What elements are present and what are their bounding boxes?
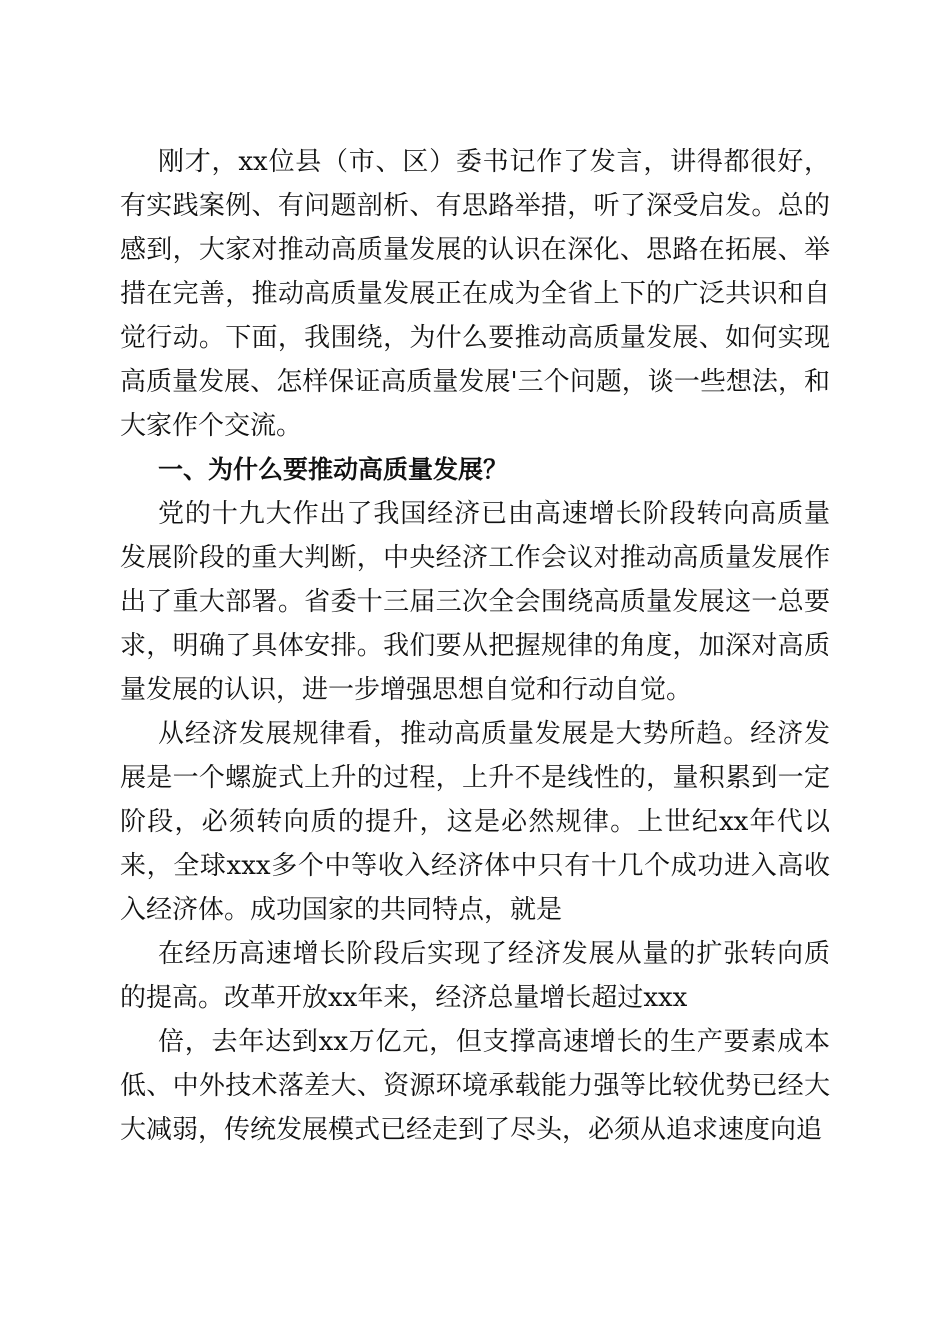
paragraph-reform: 在经历高速增长阶段后实现了经济发展从量的扩张转向质的提高。改革开放xx年来，经济总量增长超过xxx: [120, 939, 830, 1013]
paragraph-growth: 倍，去年达到xx万亿元，但支撑高速增长的生产要素成本低、中外技术落差大、资源环境承载能力强等比较优势已经大大减弱，传统发展模式已经走到了尽头，必须从追求速度向追: [120, 1027, 830, 1145]
paragraph-background: 党的十九大作出了我国经济已由高速增长阶段转向高质量发展阶段的重大判断，中央经济工作会议对推动高质量发展作出了重大部署。省委十三届三次全会围绕高质量发展这一总要求，明确了具体安排。我们要从把握规律的角度，加深对高质量发展的认识，进一步增强思想自觉和行动自觉。: [120, 499, 830, 705]
paragraph-economic-law: 从经济发展规律看，推动高质量发展是大势所趋。经济发展是一个螺旋式上升的过程，上升不是线性的，量积累到一定阶段，必须转向质的提升，这是必然规律。上世纪xx年代以来，全球xxx多个中等收入经济体中只有十几个成功进入高收入经济体。成功国家的共同特点，就是: [120, 719, 830, 925]
document-body: [120, 140, 830, 1152]
section-heading: 一、为什么要推动高质量发展？: [158, 455, 509, 484]
paragraph-opening: 刚才，xx位县（市、区）委书记作了发言，讲得都很好，有实践案例、有问题剖析、有思路举措，听了深受启发。总的感到，大家对推动高质量发展的认识在深化、思路在拓展、举措在完善，推动高质量发展正在成为全省上下的广泛共识和自觉行动。下面，我围绕，为什么要推动高质量发展、如何实现高质量发展、怎样保证高质量发展'三个问题，谈一些想法，和大家作个交流。: [120, 147, 830, 441]
